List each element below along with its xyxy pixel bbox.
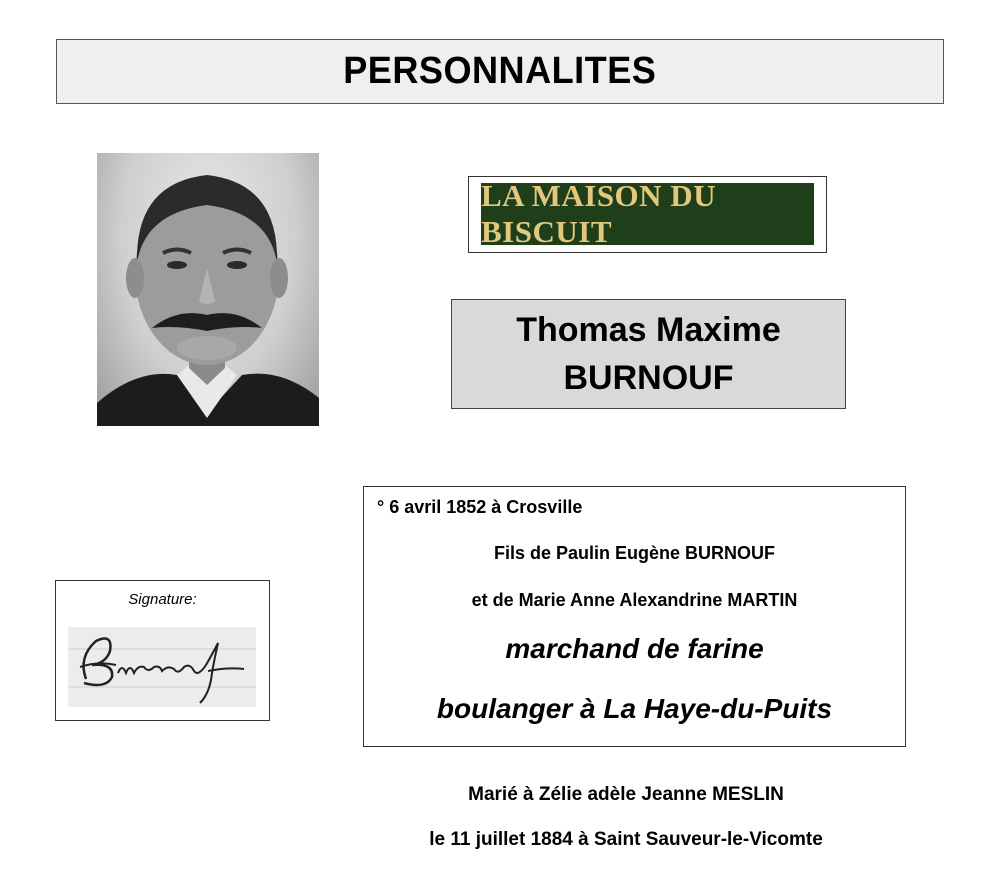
portrait-photo xyxy=(97,153,319,426)
occupation-line-1: marchand de farine xyxy=(505,633,764,664)
biography-box xyxy=(363,486,906,747)
maison-du-biscuit-logo xyxy=(481,178,814,249)
logo-text: LA MAISON DU BISCUIT xyxy=(481,178,717,249)
portrait-illustration xyxy=(97,153,319,426)
logo-frame xyxy=(468,176,827,253)
father-line: Fils de Paulin Eugène BURNOUF xyxy=(493,543,776,563)
person-surname: BURNOUF xyxy=(563,359,734,397)
marriage-line-1: Marié à Zélie adèle Jeanne MESLIN xyxy=(468,784,784,805)
page-title-box xyxy=(56,39,944,104)
mother-line: et de Marie Anne Alexandrine MARTIN xyxy=(471,590,798,610)
signature-label: Signature: xyxy=(128,591,197,608)
signature-box xyxy=(55,580,270,721)
marriage-line-2: le 11 juillet 1884 à Saint Sauveur-le-Vicomte xyxy=(429,829,823,850)
birth-line: ° 6 avril 1852 à Crosville xyxy=(377,497,583,517)
handwritten-signature xyxy=(68,627,256,707)
page-title: PERSONNALITES xyxy=(343,50,657,92)
signature-image xyxy=(68,627,256,707)
name-box xyxy=(451,299,846,409)
person-first-names: Thomas Maxime xyxy=(516,311,781,349)
occupation-line-2: boulanger à La Haye-du-Puits xyxy=(436,693,833,724)
